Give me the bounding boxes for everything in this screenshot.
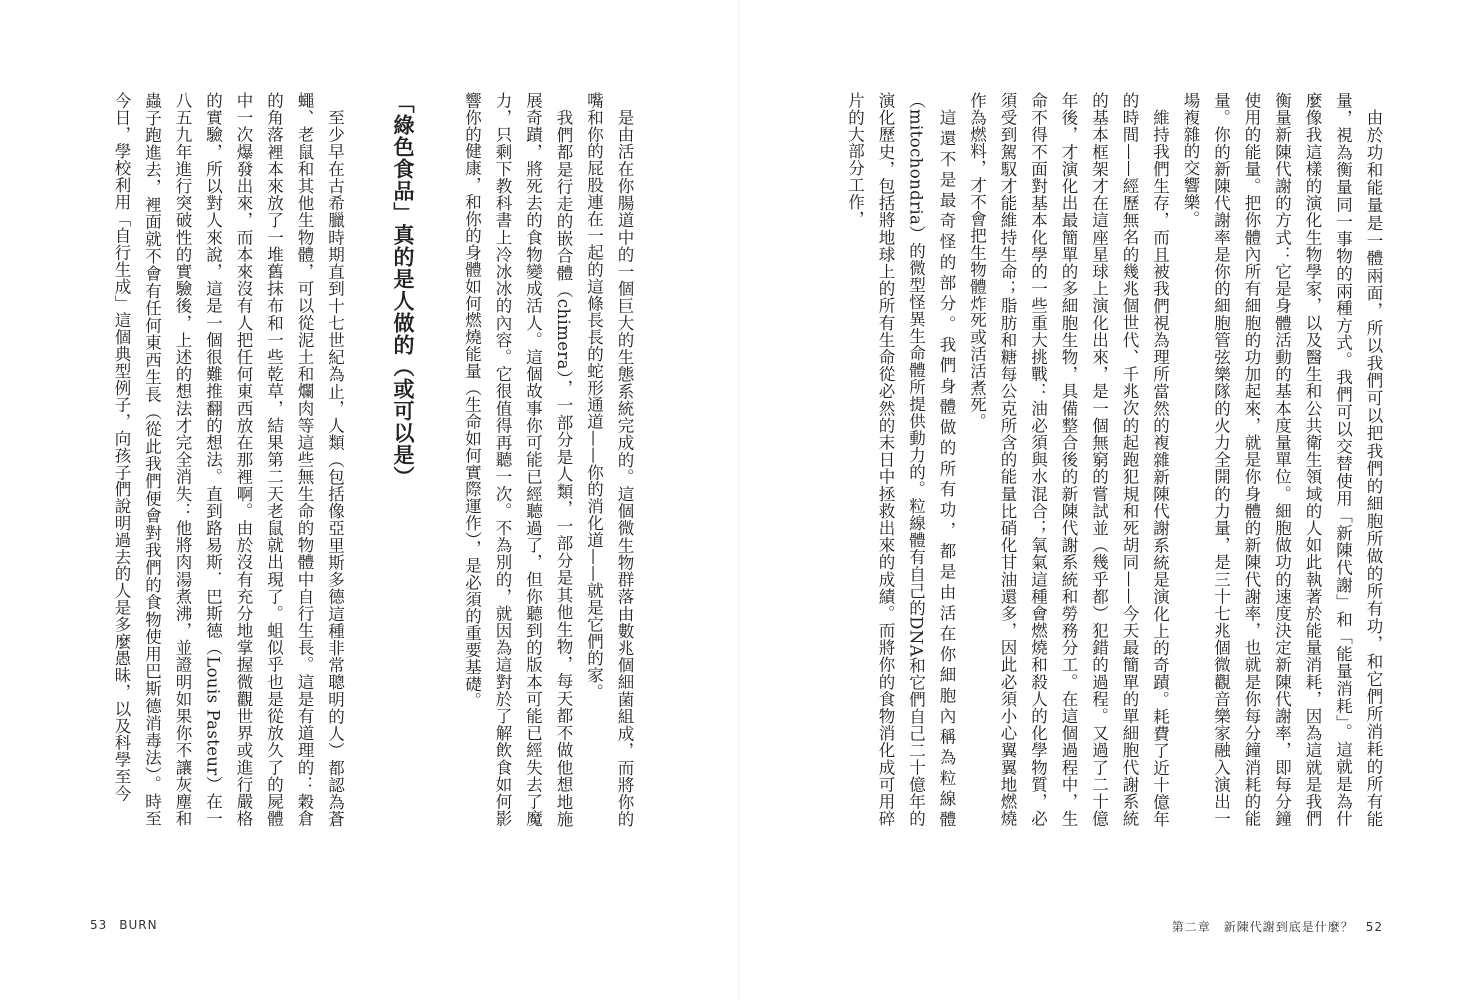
page-number: 53 [90, 918, 108, 932]
section-heading: 「綠色食品」真的是人做的（或可以是） [391, 92, 415, 488]
right-page-body [839, 92, 1388, 827]
page-number: 52 [1365, 920, 1383, 934]
body-paragraph: 這還不是最奇怪的部分。我們身體做的所有功，都是由活在你細胞內稱為粒線體（mitochondria）的微型怪異生命體所提供動力的。粒線體有自己的DNA和它們自己二十億年的演化歷史，包括將地球上的所有生命從必然的末日中拯救出來的成績。而將你的食物消化成可用碎片的大部分工作， [845, 92, 956, 827]
body-paragraph: 由於功和能量是一體兩面，所以我們可以把我們的細胞所做的所有功，和它們所消耗的所有能量，視為衡量同一事物的兩種方式。我們可以交替使用「新陳代謝」和「能量消耗」。這就是為什麼像我這樣的演化生物學家，以及醫生和公共衛生領域的人如此執著於能量消耗，因為這就是我們衡量新陳代謝的方式：它是身體活動的基本度量單位。細胞做功的速度決定新陳代謝率，即每分鐘使用的能量。把你體內所有細胞的功加起來，就是你身體的新陳代謝率，也就是你每分鐘消耗的能量。你的新陳代謝率是你的細胞管弦樂隊的火力全開的力量，是三十七兆個微觀音樂家融入演出一場複雜的交響樂。 [1181, 92, 1383, 827]
section-spacer [350, 92, 388, 827]
right-page [739, 0, 1478, 1000]
body-paragraph: 我們都是行走的嵌合體（chimera），一部分是人類，一部分是其他生物，每天都不做他想地施展奇蹟，將死去的食物變成活人。這個故事你可能已經聽過了，但你聽到的版本可能已經失去了魔力，只剩下教科書上冷冰冰的內容。它很值得再聽一次。不為別的，就因為這對於了解飲食如何影響你的健康，和你的身體如何燃燒能量（生命如何實際運作），是必須的重要基礎。 [462, 92, 573, 827]
body-paragraph: 是由活在你腸道中的一個巨大的生態系統完成的。這個微生物群落由數兆個細菌組成，而將你的嘴和你的屁股連在一起的這條長長的蛇形通道——你的消化道——就是它們的家。 [584, 92, 634, 827]
body-paragraph: 維持我們生存，而且被我們視為理所當然的複雜新陳代謝系統是演化上的奇蹟。耗費了近十億年的時間——經歷無名的幾兆個世代、千兆次的起跑犯規和死胡同——今天最簡單的單細胞代謝系統的基本框架才在這座星球上演化出來，是一個無窮的嘗試並（幾乎都）犯錯的過程。又過了二十億年後，才演化出最簡單的多細胞生物，具備整合後的新陳代謝系統和勞務分工。在這個過程中，生命不得不面對基本化學的一些重大挑戰：油必須與水混合；氧氣這種會燃燒和殺人的化學物質，必須受到駕馭才能維持生命；脂肪和糖每公克所含的能量比硝化甘油還多，因此必須小心翼翼地燃燒作為燃料，才不會把生物體炸死或活活煮死。 [967, 92, 1170, 827]
book-running-head: BURN [119, 918, 158, 932]
left-page-body [106, 92, 640, 827]
right-page-footer [1172, 918, 1383, 935]
body-paragraph: 至少早在古希臘時期直到十七世紀為止，人類（包括像亞里斯多德這種非常聰明的人）都認為蒼蠅、老鼠和其他生物體，可以從泥土和爛肉等這些無生命的物體中自行生長。這是有道理的：穀倉的角落裡本來放了一堆舊抹布和一些乾草，結果第二天老鼠就出現了。蛆似乎也是從放久了的屍體中一次爆發出來，而本來沒有人把任何東西放在那裡啊。由於沒有充分地掌握微觀世界或進行嚴格的實驗，所以對人來說，這是一個很難推翻的想法。直到路易斯．巴斯德（Louis Pasteur）在一八五九年進行突破性的實驗後，上述的想法才完全消失：他將肉湯煮沸，並證明如果你不讓灰塵和蟲子跑進去，裡面就不會有任何東西生長（從此我們便會對我們的食物使用巴斯德消毒法）。時至今日，學校利用「自行生成」這個典型例子，向孩子們說明過去的人是多麼愚昧，以及科學至今 [112, 92, 345, 827]
section-spacer [418, 92, 456, 827]
chapter-running-head: 第二章 新陳代謝到底是什麼？ [1171, 920, 1354, 934]
left-page-footer [90, 918, 158, 932]
